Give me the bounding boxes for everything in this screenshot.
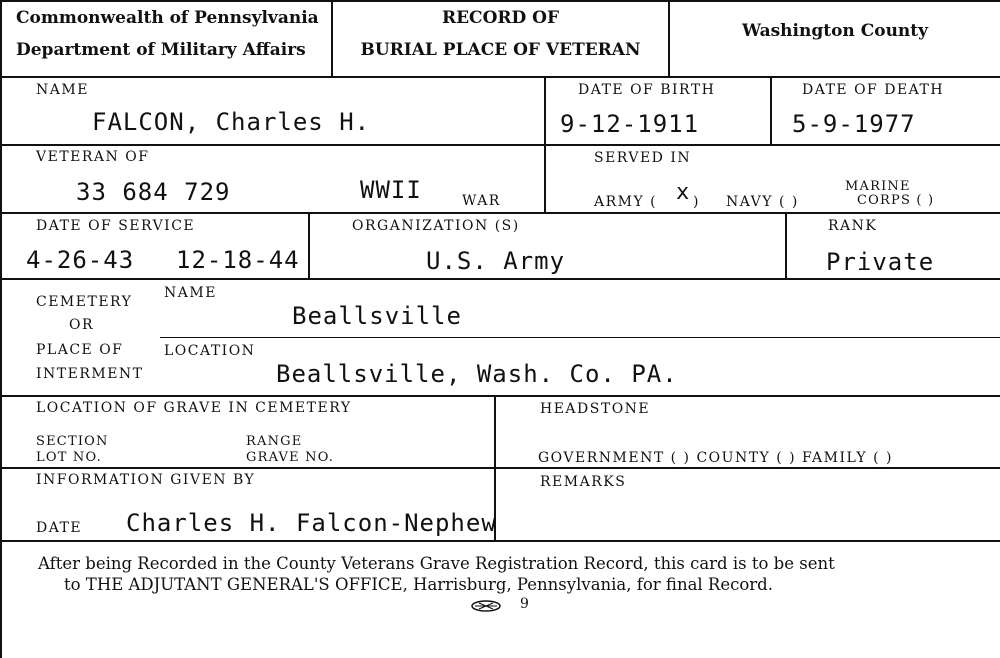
row3-bottom-line	[0, 278, 1000, 280]
name-label: NAME	[36, 82, 89, 98]
cemetery-name-label: NAME	[164, 285, 217, 301]
org-line-2: Department of Military Affairs	[16, 40, 306, 60]
location-value: Beallsville, Wash. Co. PA.	[276, 360, 678, 388]
printer-number: 9	[520, 596, 529, 612]
row5-bottom-line	[0, 467, 1000, 469]
border-left	[0, 0, 2, 658]
grave-number-label: GRAVE NO.	[246, 450, 335, 465]
form-title-line-2: BURIAL PLACE OF VETERAN	[360, 40, 641, 60]
cemetery-or-label: OR	[69, 317, 95, 333]
navy-label: NAVY ( )	[726, 194, 799, 210]
row6-bottom-line	[0, 540, 1000, 542]
info-given-by-label: INFORMATION GIVEN BY	[36, 472, 256, 488]
cemetery-name-underline	[160, 337, 1000, 338]
rank-label: RANK	[828, 218, 878, 234]
form-title-line-1: RECORD OF	[441, 8, 560, 28]
name-birth-divider	[544, 78, 546, 144]
war-label: WAR	[462, 193, 501, 209]
cemetery-name-value: Beallsville	[292, 302, 462, 330]
army-checkmark: x	[676, 180, 690, 205]
cemetery-label: CEMETERY	[36, 294, 133, 310]
place-of-label: PLACE OF	[36, 342, 124, 358]
organization-value: U.S. Army	[426, 247, 566, 275]
rank-value: Private	[826, 248, 935, 276]
interment-label: INTERMENT	[36, 366, 144, 382]
service-org-divider	[308, 214, 310, 278]
range-label: RANGE	[246, 434, 303, 449]
headstone-options: GOVERNMENT ( ) COUNTY ( ) FAMILY ( )	[538, 450, 893, 466]
marine-label: MARINE	[845, 179, 911, 194]
county-name: Washington County	[741, 21, 929, 41]
date-label: DATE	[36, 520, 83, 536]
row4-bottom-line	[0, 395, 1000, 397]
army-close-paren: )	[693, 194, 700, 210]
service-end-value: 12-18-44	[176, 246, 300, 274]
veteran-of-label: VETERAN OF	[36, 149, 150, 165]
organization-label: ORGANIZATION (S)	[352, 218, 520, 234]
birth-value: 9-12-1911	[560, 110, 700, 138]
death-value: 5-9-1977	[792, 110, 916, 138]
headstone-label: HEADSTONE	[540, 401, 651, 417]
served-in-label: SERVED IN	[594, 150, 692, 166]
org-rank-divider	[785, 214, 787, 278]
row2-bottom-line	[0, 212, 1000, 214]
location-label: LOCATION	[164, 343, 256, 359]
border-top	[0, 0, 1000, 2]
section-label: SECTION	[36, 434, 109, 449]
corps-label: CORPS ( )	[857, 193, 935, 208]
birth-label: DATE OF BIRTH	[578, 82, 716, 98]
remarks-label: REMARKS	[540, 474, 627, 490]
birth-death-divider	[770, 78, 772, 144]
veteran-served-divider	[544, 146, 546, 212]
footer-line-2: to THE ADJUTANT GENERAL'S OFFICE, Harrisburg, Pennsylvania, for final Record.	[64, 575, 773, 594]
serial-number-value: 33 684 729	[76, 178, 231, 206]
row1-bottom-line	[0, 144, 1000, 146]
org-line-1: Commonwealth of Pennsylvania	[16, 8, 319, 28]
lot-number-label: LOT NO.	[36, 450, 102, 465]
death-label: DATE OF DEATH	[802, 82, 945, 98]
info-given-by-value: Charles H. Falcon-Nephew	[126, 509, 497, 537]
grave-location-label: LOCATION OF GRAVE IN CEMETERY	[36, 400, 352, 416]
service-date-label: DATE OF SERVICE	[36, 218, 196, 234]
header-bottom-line	[0, 76, 1000, 78]
army-label: ARMY (	[594, 194, 658, 210]
footer-line-1: After being Recorded in the County Veterans Grave Registration Record, this card is to be sent	[38, 554, 835, 573]
war-value: WWII	[360, 176, 422, 204]
name-value: FALCON, Charles H.	[92, 108, 371, 136]
printer-mark	[470, 596, 522, 620]
union-bug-icon	[470, 596, 522, 616]
service-start-value: 4-26-43	[26, 246, 135, 274]
